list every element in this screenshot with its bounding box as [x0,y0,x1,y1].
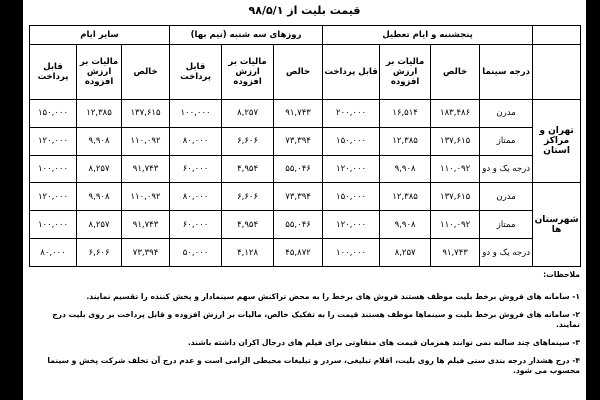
price-cell: ۱۱۰,۰۹۲ [431,211,480,239]
table-row [30,211,581,239]
price-cell: ۵۵,۰۴۶ [274,155,323,183]
price-cell: ۶۰,۰۰۰ [170,155,222,183]
group-header-tuesday: روزهای سه شنبه (نیم بها) [170,26,323,45]
price-cell: ۹,۹۰۸ [380,155,431,183]
price-cell: ۷۳,۳۹۴ [122,239,170,267]
column-header-vat: مالیات بر ارزش افزوده [380,45,431,100]
price-cell: ۱۲,۳۸۵ [380,127,431,155]
price-cell: ۱۸۳,۴۸۶ [431,100,480,128]
table-row [30,183,581,211]
grade-cell: ممتاز [480,127,533,155]
price-cell: ۹۱,۷۴۳ [274,100,323,128]
column-header-payable: قابل پرداخت [30,45,77,100]
price-cell: ۱۱۰,۰۹۲ [122,127,170,155]
price-cell: ۱۲۰,۰۰۰ [30,183,77,211]
price-cell: ۱۳۷,۶۱۵ [122,100,170,128]
price-cell: ۷۳,۳۹۴ [274,183,323,211]
price-cell: ۱۲۰,۰۰۰ [323,155,380,183]
price-cell: ۱۱۰,۰۹۲ [431,155,480,183]
region-label-cities: شهرستان ها [533,183,581,267]
price-cell: ۱۰۰,۰۰۰ [30,155,77,183]
price-cell: ۸,۲۵۷ [222,100,274,128]
price-cell: ۱۱۰,۰۹۲ [122,183,170,211]
column-header-vat: مالیات بر ارزش افزوده [77,45,122,100]
group-header-row [30,26,581,45]
price-cell: ۱۰۰,۰۰۰ [323,239,380,267]
price-cell: ۹,۹۰۸ [77,127,122,155]
price-cell: ۱۳۷,۶۱۵ [431,183,480,211]
column-header-grade: درجه سینما [480,45,533,100]
grade-cell: مدرن [480,100,533,128]
price-cell: ۴,۹۵۴ [222,211,274,239]
price-cell: ۹۱,۷۴۳ [122,211,170,239]
grade-cell: درجه یک و دو [480,155,533,183]
table-row [30,239,581,267]
price-cell: ۵۰,۰۰۰ [170,239,222,267]
grade-cell: مدرن [480,183,533,211]
price-cell: ۹,۹۰۸ [380,211,431,239]
group-header-other-days: سایر ایام [30,26,170,45]
column-header-net: خالص [431,45,480,100]
price-cell: ۵۵,۰۴۶ [274,211,323,239]
table-row [30,100,581,128]
column-header-row [30,45,581,100]
price-cell: ۱۲۰,۰۰۰ [323,211,380,239]
price-cell: ۱۲,۳۸۵ [380,183,431,211]
price-cell: ۱۶,۵۱۴ [380,100,431,128]
price-cell: ۱۲۰,۰۰۰ [30,127,77,155]
price-cell: ۸۰,۰۰۰ [170,183,222,211]
price-cell: ۷۳,۳۹۴ [274,127,323,155]
region-label-tehran: تهران و مراکز استان [533,100,581,183]
price-cell: ۱۵۰,۰۰۰ [323,183,380,211]
column-header-payable: قابل پرداخت [170,45,222,100]
price-cell: ۶۰,۰۰۰ [170,211,222,239]
price-cell: ۹۱,۷۴۳ [122,155,170,183]
column-header-net: خالص [122,45,170,100]
price-cell: ۶,۶۰۶ [222,127,274,155]
page-title: قیمت بلیت از ۹۸/۵/۱ [248,4,361,17]
grade-cell: درجه یک و دو [480,239,533,267]
price-cell: ۸۰,۰۰۰ [170,127,222,155]
note-item: ۴- درج هشدار درجه بندی سنی فیلم ها روی بلیت، اقلام تبلیغی، سردر و تبلیغات محیطی الزامی است و عدم درج آن تخلف شرکت پخش و سینما محسوب می شود. [47,356,580,375]
note-item: ۱- سامانه های فروش برخط بلیت موظف هستند فروش های برخط را به محض تراکنش سهم سینمادار و پخش کننده را تقسیم نمایند. [86,292,580,301]
price-cell: ۸۰,۰۰۰ [30,239,77,267]
group-header-holidays: پنجشنبه و ایام تعطیل [323,26,533,45]
price-cell: ۶,۶۰۶ [77,239,122,267]
price-cell: ۹۱,۷۴۳ [431,239,480,267]
blank-corner-cell [533,26,581,45]
note-item: ۲- سامانه های فروش برخط بلیت و سینماها موظف هستند قیمت را به تفکیک خالص، مالیات بر ارزش افزوده و قابل پرداخت بر روی بلیت درج نمایند. [52,310,580,329]
price-cell: ۱۵۰,۰۰۰ [323,127,380,155]
price-cell: ۱۰۰,۰۰۰ [170,100,222,128]
price-cell: ۴,۱۲۸ [222,239,274,267]
price-cell: ۸,۲۵۷ [380,239,431,267]
note-item: ۳- سینماهای چند سالنه نمی توانند همزمان قیمت های متفاوتی برای فیلم های درحال اکران داشته باشند. [187,338,580,347]
grade-cell: ممتاز [480,211,533,239]
price-cell: ۶,۶۰۶ [222,183,274,211]
price-cell: ۱۰۰,۰۰۰ [30,211,77,239]
price-cell: ۱۵۰,۰۰۰ [30,100,77,128]
column-header-payable: قابل پرداخت [323,45,380,100]
ticket-price-table [29,25,581,267]
notes-section [29,270,580,384]
price-cell: ۸,۲۵۷ [77,155,122,183]
blank-region-header-cell [533,45,581,100]
column-header-net: خالص [274,45,323,100]
price-cell: ۱۲,۳۸۵ [77,100,122,128]
price-cell: ۱۳۷,۶۱۵ [431,127,480,155]
price-cell: ۴۵,۸۷۲ [274,239,323,267]
price-cell: ۴,۹۵۴ [222,155,274,183]
document-page [23,0,586,400]
price-cell: ۹,۹۰۸ [77,183,122,211]
price-cell: ۸,۲۵۷ [77,211,122,239]
column-header-vat: مالیات بر ارزش افزوده [222,45,274,100]
notes-heading: ملاحظات: [543,270,580,279]
table-row [30,127,581,155]
table-row [30,155,581,183]
price-cell: ۲۰۰,۰۰۰ [323,100,380,128]
